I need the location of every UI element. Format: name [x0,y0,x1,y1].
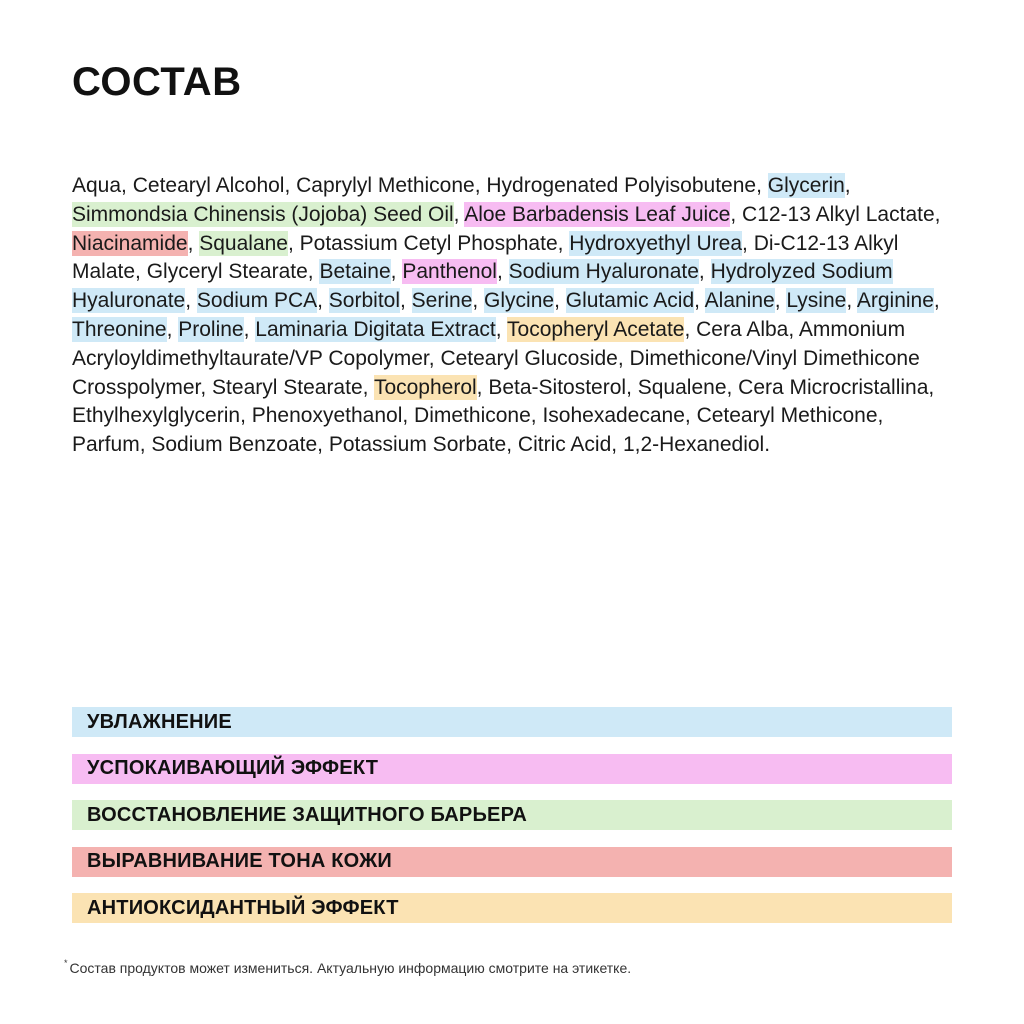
ingredient-item: Serine [411,289,473,313]
ingredient-item: Phenoxyethanol [251,404,403,428]
legend-label: УСПОКАИВАЮЩИЙ ЭФФЕКТ [87,757,379,779]
ingredient-item: Simmondsia Chinensis (Jojoba) Seed Oil [72,202,454,226]
ingredient-item: Aloe Barbadensis Leaf Juice [464,202,731,226]
ingredient-item: Sorbitol [328,289,400,313]
ingredient-item: Cera Alba [696,317,789,341]
ingredient-item: Niacinamide [72,231,188,255]
ingredient-item: Beta-Sitosterol [488,375,627,399]
ingredient-item: Hydroxyethyl Urea [569,231,743,255]
ingredient-item: 1,2-Hexanediol [622,433,765,457]
footnote [64,960,631,976]
ingredient-item: Potassium Sorbate [328,433,507,457]
page-title: СОСТАВ [72,60,242,104]
ingredient-item: Cetearyl Alcohol [132,174,285,197]
ingredient-item: Ethylhexylglycerin [72,404,241,428]
legend-label: ВЫРАВНИВАНИЕ ТОНА КОЖИ [87,850,392,872]
ingredient-item: Lysine [786,289,847,313]
ingredient-item: Tocopherol [373,375,477,399]
ingredient-item: Hydrogenated Polyisobutene [486,174,757,197]
legend-item-antioxidant [72,893,952,923]
ingredient-item: Cetearyl Glucoside [440,346,618,370]
ingredient-item: Di-C12-13 Alkyl Malate [72,231,899,284]
ingredient-item: Aqua [72,174,122,197]
ingredient-item: Citric Acid [517,433,612,457]
ingredient-item: Dimethicone/Vinyl Dimethicone Crosspolymer [72,346,920,399]
ingredients-list: Aqua, Cetearyl Alcohol, Caprylyl Methicone, Hydrogenated Polyisobutene, Glycerin, Simmondsia Chinensis (Jojoba) Seed Oil, Aloe Barbadensis Leaf Juice, C12-13 Alkyl Lactate, Niacinamide, Squalane, Potassium Cetyl Phosphate, Hydroxyethyl Urea, Di-C12-13 Alkyl Malate, Glyceryl Stearate, Betaine, Panthenol, Sodium Hyaluronate, Hydrolyzed Sodium Hyaluronate, Sodium PCA, Sorbitol, Serine, Glycine, Glutamic Acid, Alanine, Lysine, Arginine, Threonine, Proline, Laminaria Digitata Extract, Tocopheryl Acetate, Cera Alba, Ammonium Acryloyldimethyltaurate/VP Copolymer, Cetearyl Glucoside, Dimethicone/Vinyl Dimethicone Crosspolymer, Stearyl Stearate, Tocopherol, Beta-Sitosterol, Squalene, Cera Microcristallina, Ethylhexylglycerin, Phenoxyethanol, Dimethicone, Isohexadecane, Cetearyl Methicone, Parfum, Sodium Benzoate, Potassium Sorbate, Citric Acid, 1,2-Hexanediol. [72,174,941,457]
ingredient-item: Alanine [704,289,775,313]
ingredient-item: Sodium PCA [196,289,318,313]
footnote-mark: * [64,958,68,968]
ingredient-item: Cetearyl Methicone [696,404,878,428]
legend-item-barrier [72,800,952,830]
ingredient-item: Stearyl Stearate [212,375,363,399]
ingredient-item: Hydrolyzed Sodium Hyaluronate [72,260,893,313]
legend [72,707,952,940]
ingredient-item: Laminaria Digitata Extract [255,317,496,341]
legend-label: АНТИОКСИДАНТНЫЙ ЭФФЕКТ [87,896,399,919]
ingredient-item: Sodium Hyaluronate [508,260,699,284]
legend-item-moisturizing [72,707,952,737]
footnote-text: Состав продуктов может измениться. Актуальную информацию смотрите на этикетке. [69,960,632,976]
ingredient-item: Threonine [72,317,167,341]
ingredient-item: Betaine [319,260,391,284]
legend-item-tone [72,847,952,877]
ingredient-item: Squalene [637,375,727,399]
ingredient-item: Parfum [72,433,140,457]
legend-label: УВЛАЖНЕНИЕ [87,710,232,733]
ingredient-item: Cera Microcristallina [738,375,929,399]
ingredient-item: Arginine [856,289,934,313]
legend-label: ВОССТАНОВЛЕНИЕ ЗАЩИТНОГО БАРЬЕРА [87,803,527,826]
legend-item-soothing [72,754,952,784]
ingredient-item: C12-13 Alkyl Lactate [742,202,935,226]
ingredient-item: Potassium Cetyl Phosphate [299,231,558,255]
ingredient-item: Caprylyl Methicone [296,174,475,197]
ingredient-item: Dimethicone [414,404,531,428]
ingredient-item: Glycine [484,289,555,313]
ingredient-item: Isohexadecane [542,404,685,428]
ingredient-item: Squalane [199,231,288,255]
ingredient-item: Ammonium Acryloyldimethyltaurate/VP Copolymer [72,317,906,370]
ingredient-item: Tocopheryl Acetate [507,317,685,341]
ingredient-item: Panthenol [402,260,497,284]
ingredient-item: Glycerin [767,174,845,197]
ingredient-item: Glutamic Acid [565,289,695,313]
ingredient-item: Glyceryl Stearate [146,260,308,284]
ingredient-item: Sodium Benzoate [151,433,318,457]
ingredient-item: Proline [178,317,244,341]
